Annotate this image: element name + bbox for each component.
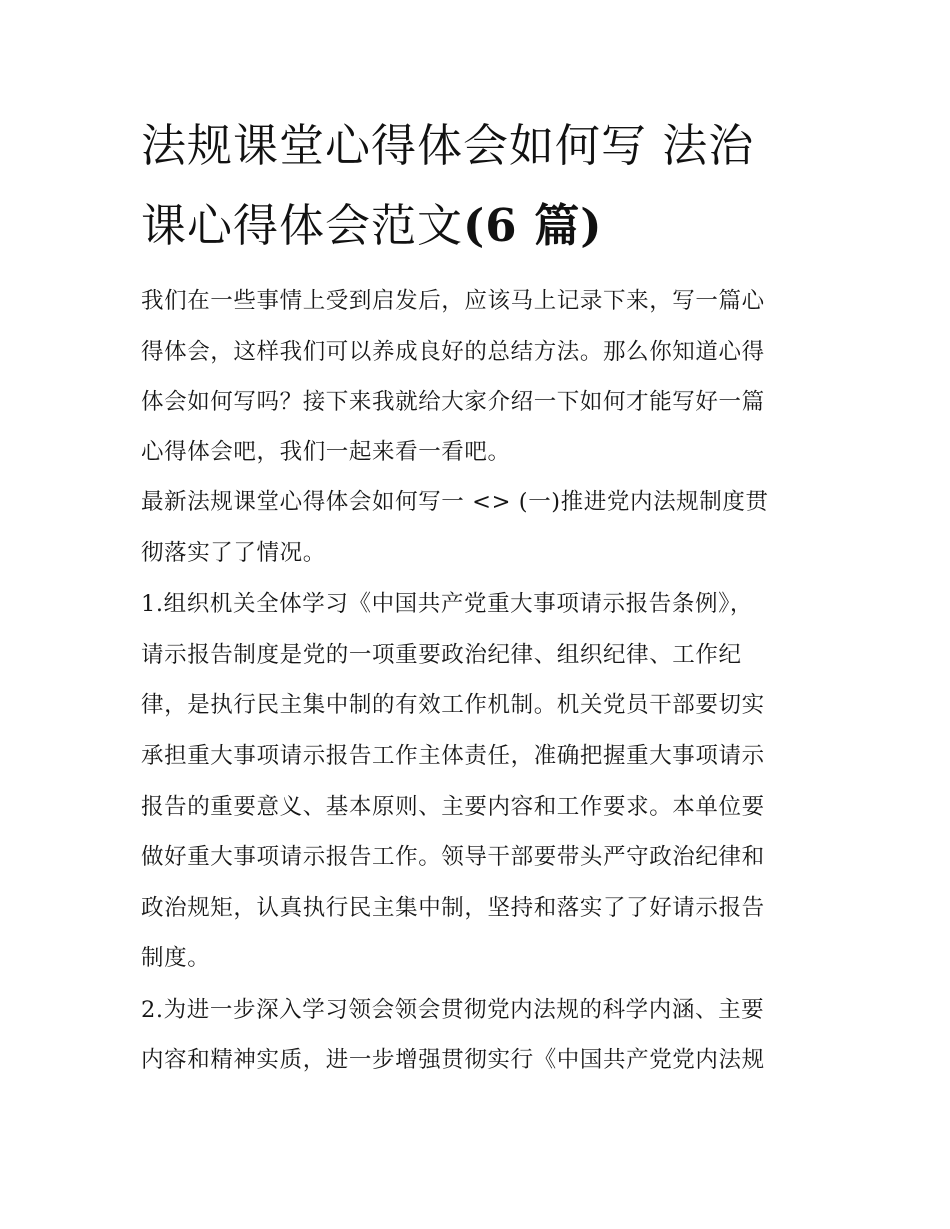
paragraph-line: 最新法规课堂心得体会如何写一 <> (一)推进党内法规制度贯 [141, 489, 769, 515]
paragraph-line: 政治规矩，认真执行民主集中制，坚持和落实了了好请示报告 [141, 895, 765, 921]
document-title-line-1: 法规课堂心得体会如何写 法治 [141, 119, 755, 172]
document-title-line-2-suffix: (6 篇) [463, 199, 603, 252]
document-title-line-2 [141, 197, 603, 255]
paragraph-line: 制度。 [141, 945, 211, 971]
document-title-line-2-text: 课心得体会范文 [141, 199, 464, 252]
paragraph-line: 报告的重要意义、基本原则、主要内容和工作要求。本单位要 [141, 794, 765, 820]
paragraph-line: 彻落实了了情况。 [141, 540, 326, 566]
paragraph-line: 体会如何写吗？接下来我就给大家介绍一下如何才能写好一篇 [141, 389, 765, 415]
paragraph-line: 承担重大事项请示报告工作主体责任，准确把握重大事项请示 [141, 743, 765, 769]
paragraph-line: 我们在一些事情上受到启发后，应该马上记录下来，写一篇心 [141, 288, 765, 314]
paragraph-line: 请示报告制度是党的一项重要政治纪律、组织纪律、工作纪 [141, 642, 742, 668]
paragraph-line: 得体会，这样我们可以养成良好的总结方法。那么你知道心得 [141, 339, 765, 365]
paragraph-line: 心得体会吧，我们一起来看一看吧。 [141, 439, 511, 465]
paragraph-line: 2.为进一步深入学习领会领会贯彻党内法规的科学内涵、主要 [141, 997, 765, 1023]
paragraph-line: 内容和精神实质，进一步增强贯彻实行《中国共产党党内法规 [141, 1047, 765, 1073]
paragraph-line: 律，是执行民主集中制的有效工作机制。机关党员干部要切实 [141, 692, 765, 718]
paragraph-line: 1.组织机关全体学习《中国共产党重大事项请示报告条例》， [141, 591, 754, 617]
paragraph-line: 做好重大事项请示报告工作。领导干部要带头严守政治纪律和 [141, 844, 765, 870]
